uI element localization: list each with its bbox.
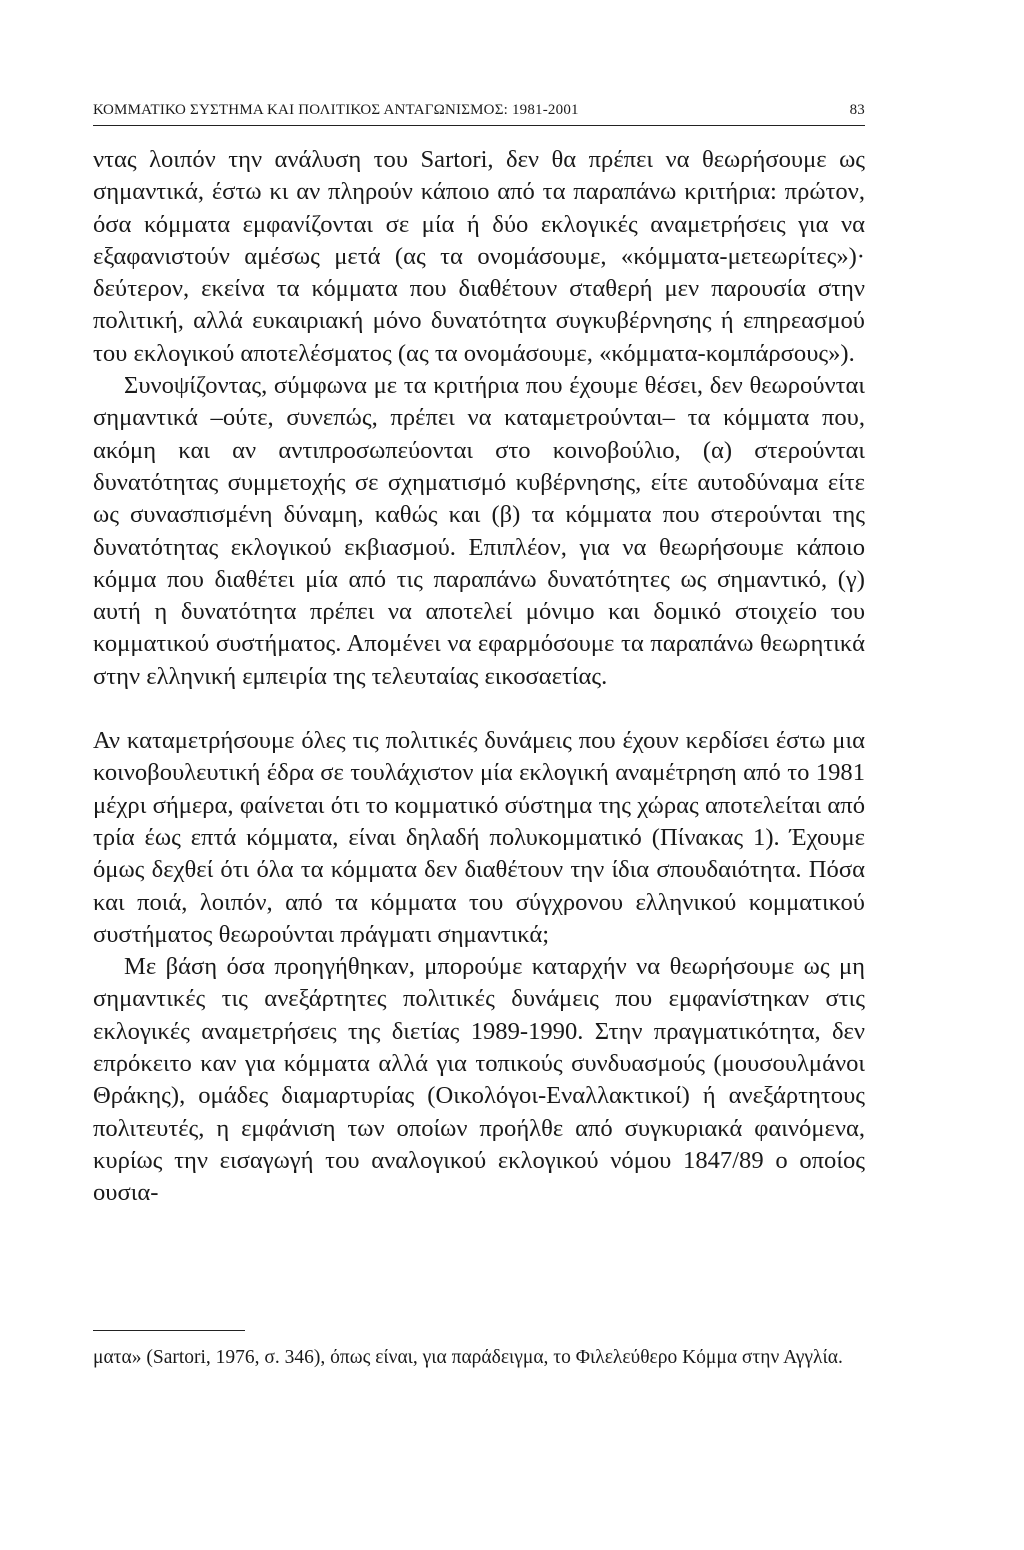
paragraph-section-start: Αν καταμετρήσουμε όλες τις πολιτικές δυνάμεις που έχουν κερδίσει έστω μια κοινοβουλευτική έδρα σε τουλάχιστον μία εκλογική αναμέτρηση από το 1981 μέχρι σήμερα, φαίνεται ότι το κομματικό σύστημα της χώρας αποτελείται από τρία έως επτά κόμματα, είναι δηλαδή πολυκομματικό (Πίνακας 1). Έχουμε όμως δεχθεί ότι όλα τα κόμματα δεν διαθέτουν την ίδια σπουδαιότητα. Πόσα και ποιά, λοιπόν, από τα κόμματα του σύγχρονου ελληνικού κομματικού συστήματος θεωρούνται πράγματι σημαντικά;: [93, 727, 865, 948]
running-header-title: ΚΟΜΜΑΤΙΚΟ ΣΥΣΤΗΜΑ ΚΑΙ ΠΟΛΙΤΙΚΟΣ ΑΝΤΑΓΩΝΙΣΜΟΣ: 1981-2001: [93, 102, 579, 118]
body-text: [93, 144, 865, 1210]
page-number: 83: [849, 102, 865, 118]
page: [93, 100, 865, 1210]
paragraph-continuation: ντας λοιπόν την ανάλυση του Sartori, δεν θα πρέπει να θεωρήσουμε ως σημαντικά, έστω κι αν πληρούν κάποιο από τα παραπάνω κριτήρια: πρώτον, όσα κόμματα εμφανίζονται σε μία ή δύο εκλογικές αναμετρήσεις για να εξαφανιστούν αμέσως μετά (ας τα ονομάσουμε, «κόμματα-μετεωρίτες»)· δεύτερον, εκείνα τα κόμματα που διαθέτουν σταθερή μεν παρουσία στην πολιτική, αλλά ευκαιριακή μόνο δυνατότητα συγκυβέρνησης ή επηρεασμού του εκλογικού αποτελέσματος (ας τα ονομάσουμε, «κόμματα-κομπάρσους»).: [93, 146, 865, 367]
running-header: [93, 100, 865, 126]
footnote: ματα» (Sartori, 1976, σ. 346), όπως είναι, για παράδειγμα, το Φιλελεύθερο Κόμμα στην Αγγλία.: [93, 1347, 843, 1368]
paragraph-summary: Συνοψίζοντας, σύμφωνα με τα κριτήρια που έχουμε θέσει, δεν θεωρούνται σημαντικά –ούτε, συνεπώς, πρέπει να καταμετρούνται– τα κόμματα που, ακόμη και αν αντιπροσωπεύονται στο κοινοβούλιο, (α) στερούνται δυνατότητας συμμετοχής σε σχηματισμό κυβέρνησης, είτε αυτοδύναμα είτε ως συνασπισμένη δύναμη, καθώς και (β) τα κόμματα που στερούνται της δυνατότητας εκλογικού εκβιασμού. Επιπλέον, για να θεωρήσουμε κάποιο κόμμα που διαθέτει μία από τις παραπάνω δυνατότητες ως σημαντικό, (γ) αυτή η δυνατότητα πρέπει να αποτελεί μόνιμο και δομικό στοιχείο του κομματικού συστήματος. Απομένει να εφαρμόσουμε τα παραπάνω θεωρητικά στην ελληνική εμπειρία της τελευταίας εικοσαετίας.: [93, 372, 865, 690]
footnote-rule: [93, 1330, 245, 1331]
paragraph-independents: Με βάση όσα προηγήθηκαν, μπορούμε καταρχήν να θεωρήσουμε ως μη σημαντικές τις ανεξάρτητες πολιτικές δυνάμεις που εμφανίστηκαν στις εκλογικές αναμετρήσεις της διετίας 1989-1990. Στην πραγματικότητα, δεν επρόκειτο καν για κόμματα αλλά για τοπικούς συνδυασμούς (μουσουλμάνοι Θράκης), ομάδες διαμαρτυρίας (Οικολόγοι-Εναλλακτικοί) ή ανεξάρτητους πολιτευτές, η εμφάνιση των οποίων προήλθε από συγκυριακά φαινόμενα, κυρίως την εισαγωγή του αναλογικού εκλογικού νόμου 1847/89 ο οποίος ουσια-: [93, 953, 865, 1207]
